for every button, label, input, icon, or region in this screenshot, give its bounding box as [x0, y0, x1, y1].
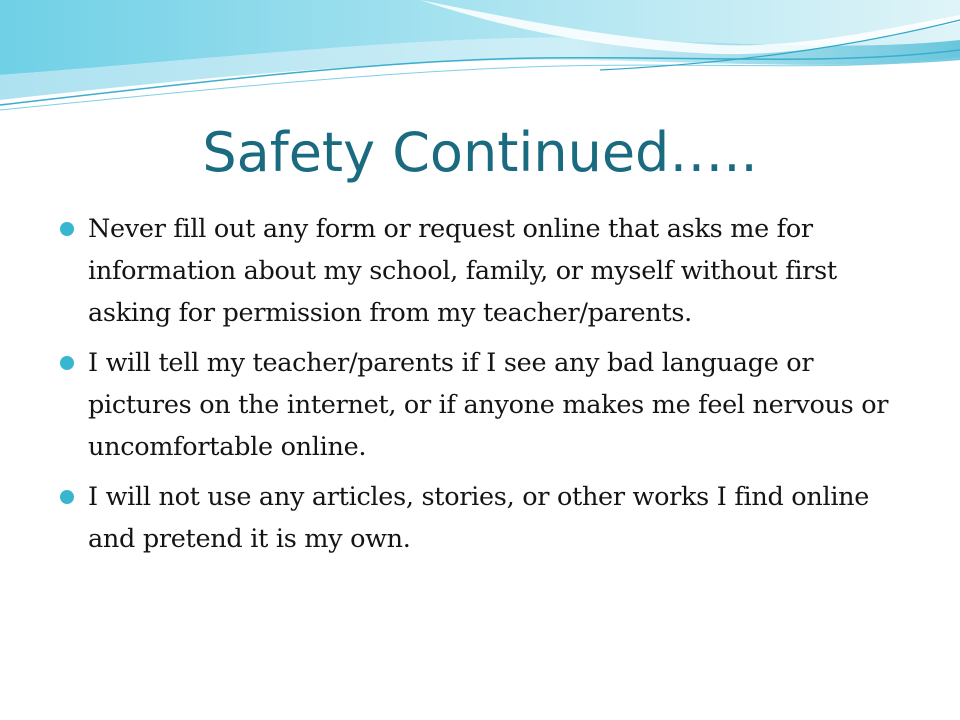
bullet-marker-icon [60, 356, 74, 370]
wave-header-decoration [0, 0, 960, 130]
bullet-item [56, 208, 916, 334]
bullet-marker-icon [60, 490, 74, 504]
bullet-text: Never fill out any form or request online that asks me for information about my school, family, or myself without first asking for permission from my teacher/parents. [88, 214, 837, 328]
slide-title: Safety Continued….. [202, 121, 758, 184]
bullet-text: I will tell my teacher/parents if I see any bad language or pictures on the internet, or if anyone makes me feel nervous or uncomfortable online. [88, 348, 889, 462]
bullet-marker-icon [60, 222, 74, 236]
bullet-list [56, 208, 916, 568]
bullet-item [56, 476, 916, 560]
bullet-text: I will not use any articles, stories, or other works I find online and pretend it is my own. [88, 482, 870, 554]
bullet-item [56, 342, 916, 468]
